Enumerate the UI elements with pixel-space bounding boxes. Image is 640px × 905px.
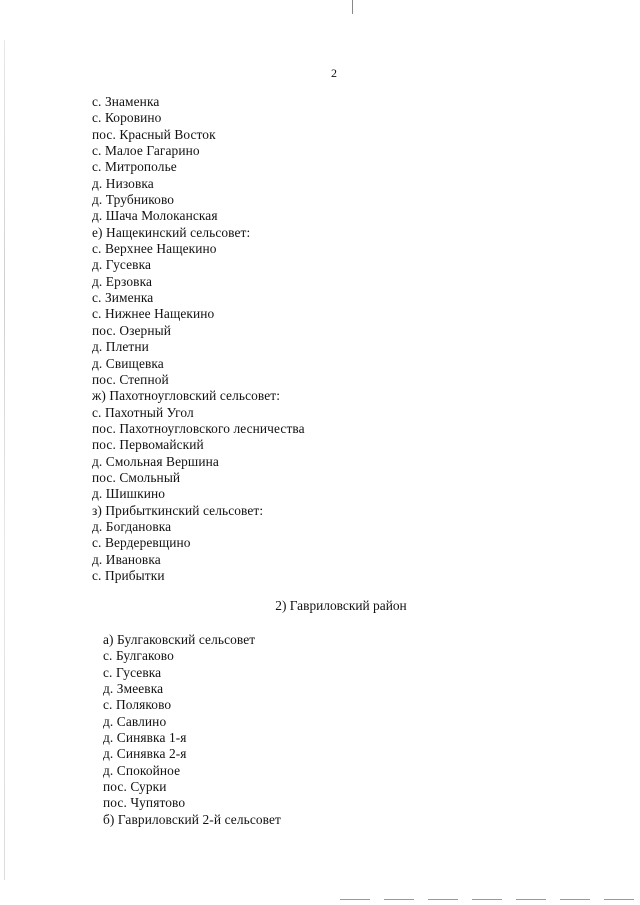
list-item: д. Синявка 1-я [103,730,187,746]
list-item: а) Булгаковский сельсовет [103,632,256,647]
list-item: с. Гусевка [103,664,162,680]
list-item: з) Прибыткинский сельсовет: [92,502,264,518]
list-item: с. Поляково [103,697,172,713]
settlement-list-continued [92,94,305,584]
list-item: пос. Красный Восток [92,126,216,142]
list-item: д. Трубниково [92,192,175,208]
list-item: с. Верхнее Нащекино [92,241,217,257]
list-item: б) Гавриловский 2-й сельсовет [103,811,281,827]
list-item: с. Митрополье [92,159,177,175]
list-item: д. Спокойное [103,762,181,778]
list-item: д. Плетни [92,339,149,355]
list-item: ж) Пахотноугловский сельсовет: [92,388,281,404]
list-item: д. Богдановка [92,518,172,534]
list-item: с. Знаменка [92,94,160,109]
list-item: с. Зименка [92,290,154,306]
list-item: с. Пахотный Угол [92,404,194,420]
list-item: пос. Смольный [92,469,181,485]
list-item: д. Ивановка [92,551,161,567]
list-item: д. Свищевка [92,355,164,371]
list-item: пос. Сурки [103,779,167,795]
page-number: 2 [331,66,337,80]
list-item: пос. Чупятово [103,795,186,811]
list-item: пос. Первомайский [92,437,204,453]
list-item: с. Прибытки [92,567,165,583]
list-item: с. Малое Гагарино [92,143,200,159]
list-item: д. Ерзовка [92,273,153,289]
list-item: д. Синявка 2-я [103,746,187,762]
settlement-list-gavrilovsky [103,632,281,828]
scan-artifact-top [352,0,353,14]
list-item: д. Низовка [92,175,154,191]
list-item: с. Вердеревщино [92,535,191,551]
list-item: с. Коровино [92,110,162,126]
list-item: пос. Пахотноугловского лесничества [92,420,305,436]
list-item: с. Нижнее Нащекино [92,306,215,322]
list-item: д. Шача Молоканская [92,208,218,224]
scan-artifact-bottom [340,899,640,900]
list-item: д. Шишкино [92,486,166,502]
list-item: д. Гусевка [92,257,152,273]
list-item: д. Змеевка [103,681,164,697]
list-item: пос. Озерный [92,322,171,338]
list-item: е) Нащекинский сельсовет: [92,224,251,240]
list-item: пос. Степной [92,371,169,387]
list-item: с. Булгаково [103,648,174,664]
list-item: д. Смольная Вершина [92,453,219,469]
scan-artifact-left-edge [4,40,5,880]
list-item: д. Савлино [103,713,167,729]
section-heading-gavrilovsky-district: 2) Гавриловский район [275,598,407,613]
